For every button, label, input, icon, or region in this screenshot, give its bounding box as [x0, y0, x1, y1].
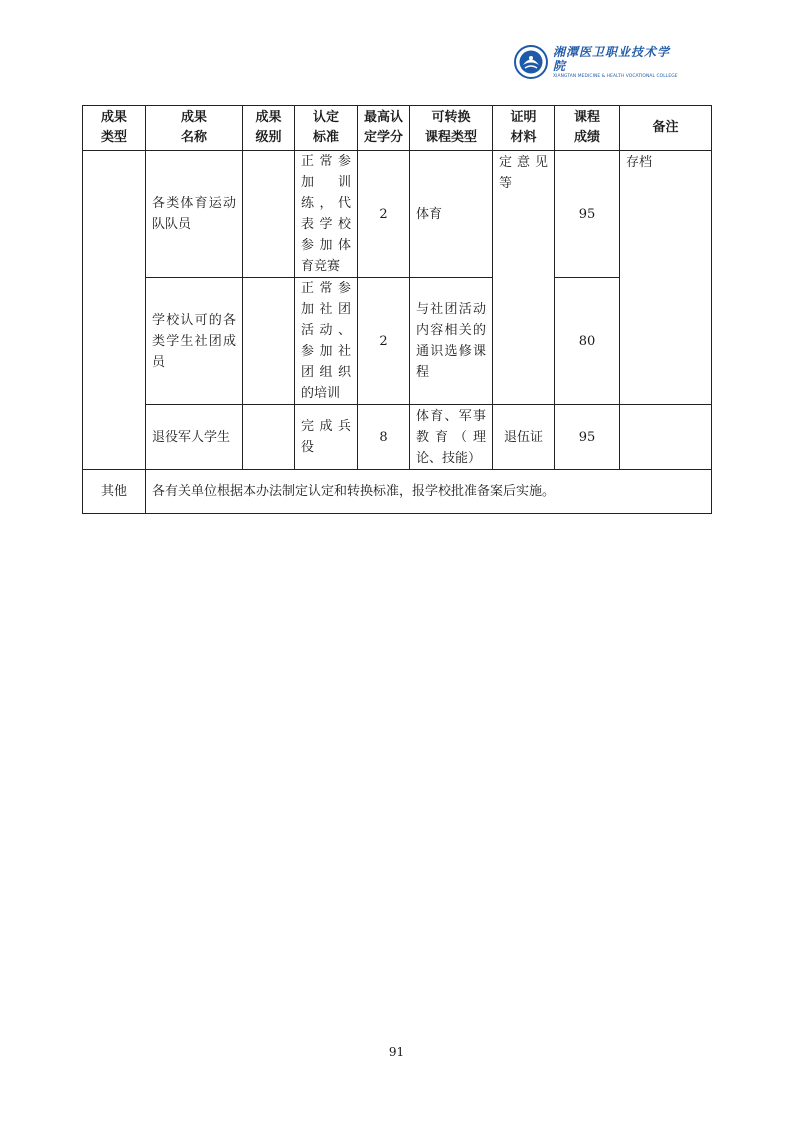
header-cell: 成果 级别 [243, 106, 295, 151]
header-cell: 证明 材料 [493, 106, 555, 151]
course-type: 体育、军事教育（理论、技能） [410, 405, 493, 470]
header-cell: 可转换 课程类型 [410, 106, 493, 151]
college-emblem-icon [514, 45, 548, 79]
other-note: 各有关单位根据本办法制定认定和转换标准，报学校批准备案后实施。 [146, 470, 712, 514]
recognition-standard: 正常参加社团活动、参加社团组织的培训 [295, 278, 358, 405]
result-level [243, 151, 295, 278]
header-cell: 课程 成绩 [555, 106, 620, 151]
college-name-en: XIANGTAN MEDICINE & HEALTH VOCATIONAL COLLEGE [553, 73, 678, 79]
credit-conversion-table [82, 105, 712, 514]
course-score: 95 [555, 151, 620, 278]
course-score: 95 [555, 405, 620, 470]
result-level [243, 278, 295, 405]
max-credits: 2 [358, 151, 410, 278]
proof-material: 定意见等 [493, 151, 555, 405]
recognition-standard: 完成兵役 [295, 405, 358, 470]
max-credits: 2 [358, 278, 410, 405]
remark [620, 405, 712, 470]
header-cell: 成果 类型 [83, 106, 146, 151]
table-row [83, 151, 712, 278]
result-level [243, 405, 295, 470]
table-header-row [83, 106, 712, 151]
recognition-standard: 正常参加训练，代表学校参加体育竞赛 [295, 151, 358, 278]
header-cell: 备注 [620, 106, 712, 151]
course-type: 与社团活动内容相关的通识选修课程 [410, 278, 493, 405]
result-name: 各类体育运动队队员 [146, 151, 243, 278]
header-cell: 认定 标准 [295, 106, 358, 151]
result-name: 学校认可的各类学生社团成员 [146, 278, 243, 405]
table-row-other [83, 470, 712, 514]
type-cell-empty [83, 151, 146, 470]
table-row [83, 278, 712, 405]
result-name: 退役军人学生 [146, 405, 243, 470]
college-logo [514, 44, 678, 80]
max-credits: 8 [358, 405, 410, 470]
table-row [83, 405, 712, 470]
page-number: 91 [388, 1045, 405, 1059]
course-score: 80 [555, 278, 620, 405]
header-cell: 成果 名称 [146, 106, 243, 151]
header-cell: 最高认 定学分 [358, 106, 410, 151]
other-label: 其他 [83, 470, 146, 514]
proof-material: 退伍证 [493, 405, 555, 470]
college-name-cn: 湘潭医卫职业技术学院 [553, 44, 671, 73]
course-type: 体育 [410, 151, 493, 278]
remark: 存档 [620, 151, 712, 405]
